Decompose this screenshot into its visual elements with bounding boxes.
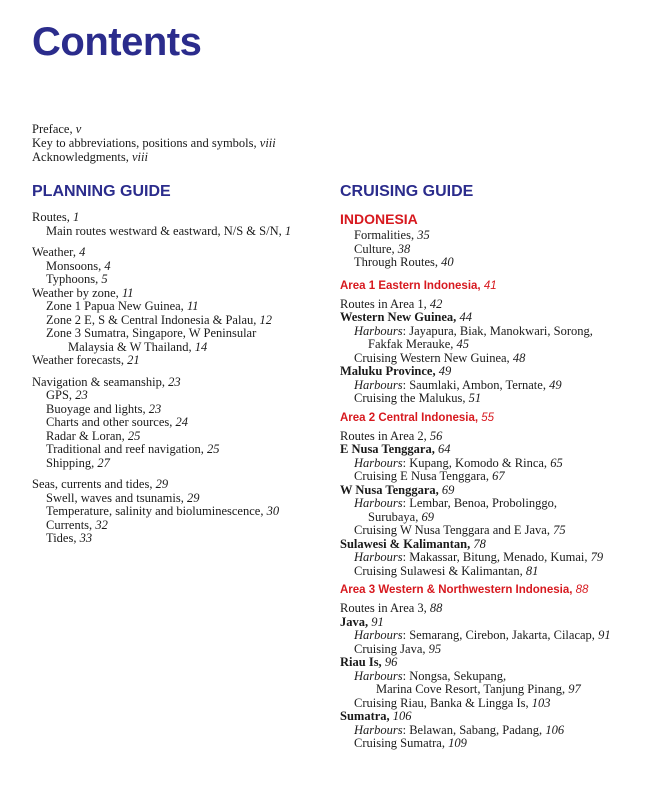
toc-entry[interactable]: Routes in Area 2, 56 (340, 428, 443, 443)
toc-entry[interactable]: Culture, 38 (354, 241, 411, 256)
toc-entry[interactable]: GPS, 23 (46, 388, 88, 402)
toc-entry[interactable]: Weather by zone, 11 (32, 285, 134, 300)
area-heading-2[interactable]: Area 2 Central Indonesia, 55 (340, 411, 495, 424)
toc-entry[interactable]: Routes in Area 3, 88 (340, 601, 443, 615)
toc-entry[interactable]: Routes in Area 1, 42 (340, 296, 443, 311)
toc-entry[interactable]: Monsoons, 4 (46, 258, 111, 273)
toc-entry[interactable]: Cruising Sumatra, 109 (354, 736, 467, 750)
front-matter-list (32, 122, 276, 164)
toc-entry[interactable]: Western New Guinea, 44 (340, 310, 472, 324)
toc-entry[interactable]: Cruising Sulawesi & Kalimantan, 81 (354, 563, 539, 578)
toc-entry[interactable]: Cruising Java, 95 (354, 641, 442, 656)
toc-entry-preface[interactable]: Preface, v (32, 122, 82, 136)
planning-guide-column (32, 182, 322, 554)
planning-guide-heading: PLANNING GUIDE (32, 183, 171, 200)
routes-group (32, 211, 322, 238)
weather-group (32, 246, 322, 368)
toc-entry[interactable]: W Nusa Tenggara, 69 (340, 482, 455, 497)
toc-entry[interactable]: Temperature, salinity and bioluminescence, 30 (46, 504, 280, 518)
navigation-group (32, 376, 322, 471)
toc-entry[interactable]: Swell, waves and tsunamis, 29 (46, 490, 200, 505)
page-title: Contents (32, 20, 202, 64)
toc-entry[interactable]: Harbours: Makassar, Bitung, Menado, Kumai, 79 (354, 550, 604, 564)
toc-entry[interactable]: Cruising Riau, Banka & Lingga Is, 103 (354, 695, 551, 710)
area-heading-1[interactable]: Area 1 Eastern Indonesia, 41 (340, 279, 497, 292)
toc-entry[interactable]: Java, 91 (340, 614, 384, 629)
toc-entry[interactable]: Harbours: Kupang, Komodo & Rinca, 65 (354, 455, 563, 470)
toc-entry[interactable]: Sulawesi & Kalimantan, 78 (340, 536, 486, 551)
toc-entry[interactable]: Zone 1 Papua New Guinea, 11 (46, 299, 199, 313)
toc-entry[interactable]: Harbours: Lembar, Benoa, Probolinggo, (354, 496, 557, 510)
toc-entry[interactable]: Harbours: Semarang, Cirebon, Jakarta, Cilacap, 91 (354, 628, 611, 642)
toc-entry[interactable]: Harbours: Jayapura, Biak, Manokwari, Sorong, (354, 323, 593, 338)
toc-entry[interactable]: Harbours: Nongsa, Sekupang, (354, 668, 507, 683)
toc-entry[interactable]: Zone 3 Sumatra, Singapore, W Peninsular (46, 326, 257, 340)
toc-entry-continuation[interactable]: Marina Cove Resort, Tanjung Pinang, 97 (376, 682, 581, 696)
toc-entry[interactable]: Charts and other sources, 24 (46, 415, 188, 429)
toc-entry[interactable]: Main routes westward & eastward, N/S & S/N, 1 (46, 223, 292, 238)
toc-entry[interactable]: Cruising E Nusa Tenggara, 67 (354, 469, 505, 483)
toc-entry[interactable]: Riau Is, 96 (340, 655, 398, 669)
toc-entry[interactable]: Currents, 32 (46, 517, 108, 532)
toc-entry[interactable]: Cruising Western New Guinea, 48 (354, 350, 526, 365)
toc-entry[interactable]: Harbours: Belawan, Sabang, Padang, 106 (354, 722, 565, 737)
toc-entry[interactable]: Typhoons, 5 (46, 272, 108, 286)
toc-entry-key[interactable]: Key to abbreviations, positions and symbols, viii (32, 136, 276, 150)
cruising-guide-column (340, 182, 640, 751)
seas-group (32, 478, 322, 546)
toc-entry[interactable]: Through Routes, 40 (354, 255, 454, 269)
toc-entry-continuation[interactable]: Malaysia & W Thailand, 14 (68, 339, 208, 354)
area-heading-3[interactable]: Area 3 Western & Northwestern Indonesia, 88 (340, 584, 589, 596)
toc-entry-acknowledgments[interactable]: Acknowledgments, viii (32, 150, 148, 164)
cruising-guide-heading: CRUISING GUIDE (340, 183, 474, 200)
toc-entry[interactable]: Maluku Province, 49 (340, 364, 452, 378)
toc-entry[interactable]: Sumatra, 106 (340, 709, 412, 723)
toc-entry[interactable]: Seas, currents and tides, 29 (32, 477, 169, 491)
toc-entry[interactable]: Buoyage and lights, 23 (46, 401, 162, 416)
toc-entry-continuation[interactable]: Surubaya, 69 (368, 509, 434, 524)
toc-entry[interactable]: Harbours: Saumlaki, Ambon, Ternate, 49 (354, 377, 562, 392)
toc-entry[interactable]: Shipping, 27 (46, 455, 110, 470)
toc-entry[interactable]: Navigation & seamanship, 23 (32, 374, 181, 389)
toc-entry[interactable]: Routes, 1 (32, 210, 80, 224)
toc-entry[interactable]: Cruising the Malukus, 51 (354, 391, 482, 405)
toc-entry[interactable]: Cruising W Nusa Tenggara and E Java, 75 (354, 523, 566, 537)
toc-entry[interactable]: Weather, 4 (32, 245, 86, 259)
toc-entry[interactable]: Formalities, 35 (354, 228, 430, 242)
toc-entry-continuation[interactable]: Fakfak Merauke, 45 (368, 337, 470, 351)
toc-entry[interactable]: E Nusa Tenggara, 64 (340, 442, 451, 456)
toc-entry[interactable]: Weather forecasts, 21 (32, 353, 140, 367)
toc-entry[interactable]: Tides, 33 (46, 531, 93, 545)
toc-entry[interactable]: Zone 2 E, S & Central Indonesia & Palau, 12 (46, 312, 273, 327)
country-heading-indonesia: INDONESIA (340, 211, 418, 227)
toc-entry[interactable]: Radar & Loran, 25 (46, 428, 141, 443)
toc-entry[interactable]: Traditional and reef navigation, 25 (46, 442, 220, 456)
